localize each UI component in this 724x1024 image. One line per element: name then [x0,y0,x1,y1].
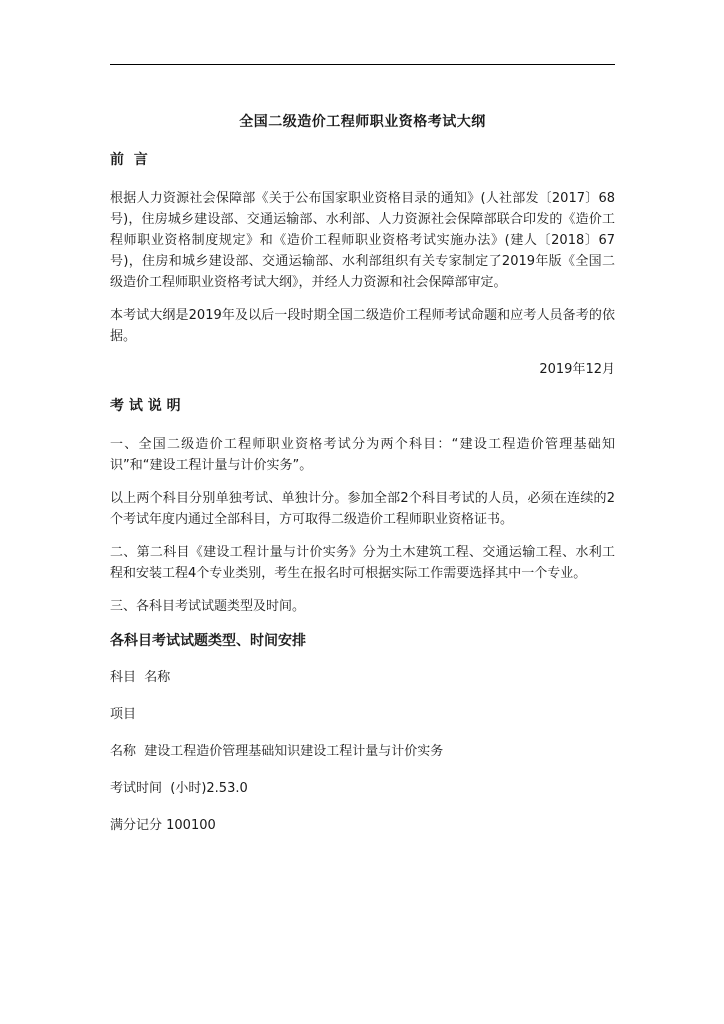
schedule-heading: 各科目考试试题类型、时间安排 [110,633,306,649]
schedule-line-4: 考试时间 (小时)2.53.0 [110,781,248,796]
schedule-line-3: 名称 建设工程造价管理基础知识建设工程计量与计价实务 [110,744,444,759]
exam-notes-paragraph-1: 一、全国二级造价工程师职业资格考试分为两个科目：“建设工程造价管理基础知识”和“建设工程计量与计价实务”。 [110,437,615,473]
exam-notes-heading: 考 试 说 明 [110,398,181,414]
exam-notes-paragraph-2: 以上两个科目分别单独考试、单独计分。参加全部2个科目考试的人员，必须在连续的2个考试年度内通过全部科目，方可取得二级造价工程师职业资格证书。 [110,491,615,527]
schedule-line-1: 科目 名称 [110,670,171,685]
exam-notes-paragraph-4: 三、各科目考试试题类型及时间。 [110,599,306,614]
document-body [110,112,615,852]
preface-heading: 前 言 [110,152,148,168]
preface-paragraph-1: 根据人力资源社会保障部《关于公布国家职业资格目录的通知》(人社部发〔2017〕68号)，住房城乡建设部、交通运输部、水利部、人力资源社会保障部联合印发的《造价工程师职业资格制度规定》和《造价工程师职业资格考试实施办法》(建人〔2018〕67号)，住房和城乡建设部、交通运输部、水利部组织有关专家制定了2019年版《全国二级造价工程师职业资格考试大纲》，并经人力资源和社会保障部审定。 [110,191,615,290]
schedule-line-2: 项目 [110,707,137,722]
preface-paragraph-2: 本考试大纲是2019年及以后一段时期全国二级造价工程师考试命题和应考人员备考的依据。 [110,308,615,344]
exam-notes-paragraph-3: 二、第二科目《建设工程计量与计价实务》分为土木建筑工程、交通运输工程、水利工程和安装工程4个专业类别，考生在报名时可根据实际工作需要选择其中一个专业。 [110,545,615,581]
schedule-line-5: 满分记分 100100 [110,818,216,833]
document-title: 全国二级造价工程师职业资格考试大纲 [239,114,486,130]
header-rule [110,64,615,65]
preface-date: 2019年12月 [539,362,615,377]
